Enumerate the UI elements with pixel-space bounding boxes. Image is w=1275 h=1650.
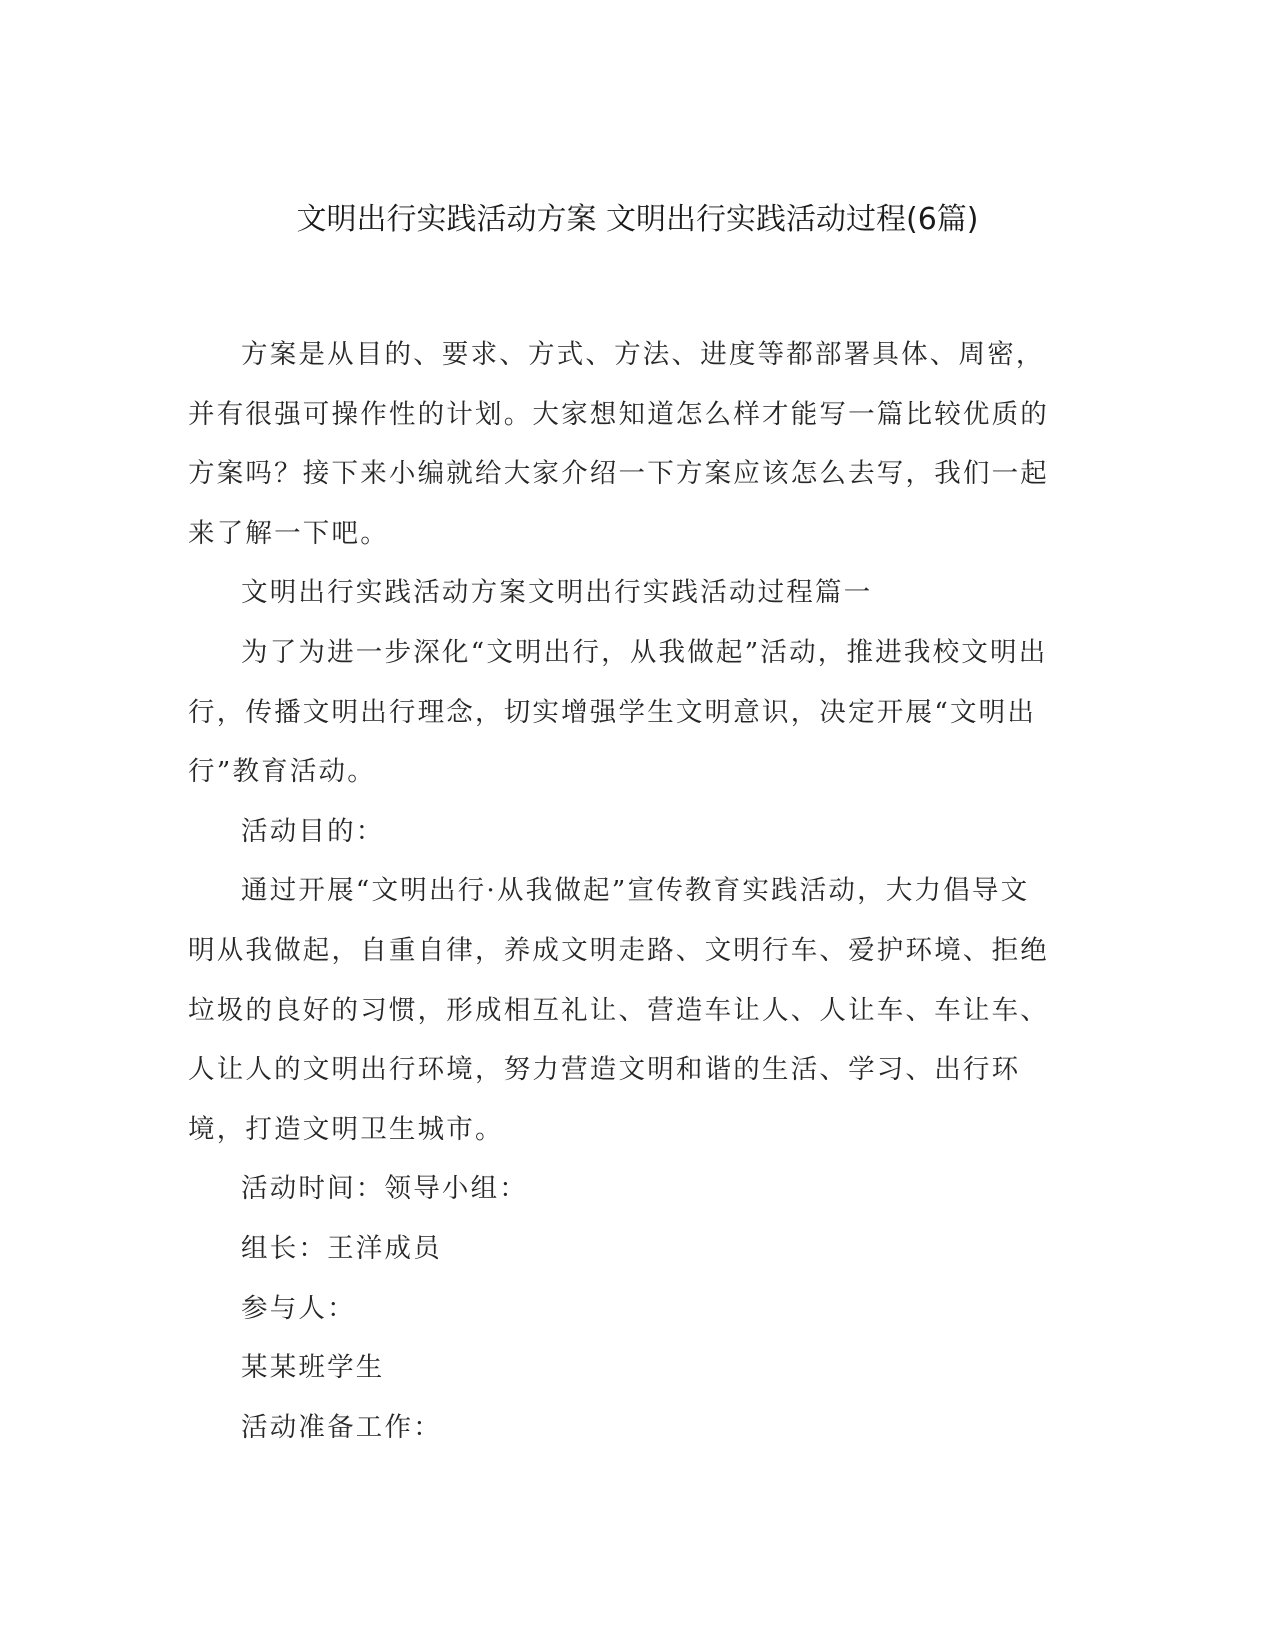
document-body bbox=[188, 325, 1058, 1457]
activity-goal-paragraph: 通过开展“文明出行·从我做起”宣传教育实践活动，大力倡导文明从我做起，自重自律，养成文明走路、文明行车、爱护环境、拒绝垃圾的良好的习惯，形成相互礼让、营造车让人、人让车、车让车、人让人的文明出行环境，努力营造文明和谐的生活、学习、出行环境，打造文明卫生城市。 bbox=[188, 875, 1049, 1145]
participants-heading: 参与人： bbox=[241, 1292, 356, 1324]
activity-time-line: 活动时间：领导小组： bbox=[241, 1173, 528, 1205]
leader-line: 组长：王洋成员 bbox=[241, 1232, 442, 1264]
section-heading: 文明出行实践活动方案文明出行实践活动过程篇一 bbox=[241, 577, 873, 609]
document-title: 文明出行实践活动方案 文明出行实践活动过程(6篇) bbox=[296, 202, 979, 237]
activity-goal-heading: 活动目的： bbox=[241, 815, 385, 847]
preparation-heading: 活动准备工作： bbox=[241, 1411, 442, 1443]
purpose-paragraph: 为了为进一步深化“文明出行，从我做起”活动，推进我校文明出行，传播文明出行理念，切实增强学生文明意识，决定开展“文明出行”教育活动。 bbox=[188, 636, 1048, 788]
intro-paragraph: 方案是从目的、要求、方式、方法、进度等都部署具体、周密，并有很强可操作性的计划。大家想知道怎么样才能写一篇比较优质的方案吗？接下来小编就给大家介绍一下方案应该怎么去写，我们一起来了解一下吧。 bbox=[188, 339, 1049, 549]
participants-line: 某某班学生 bbox=[241, 1352, 385, 1384]
